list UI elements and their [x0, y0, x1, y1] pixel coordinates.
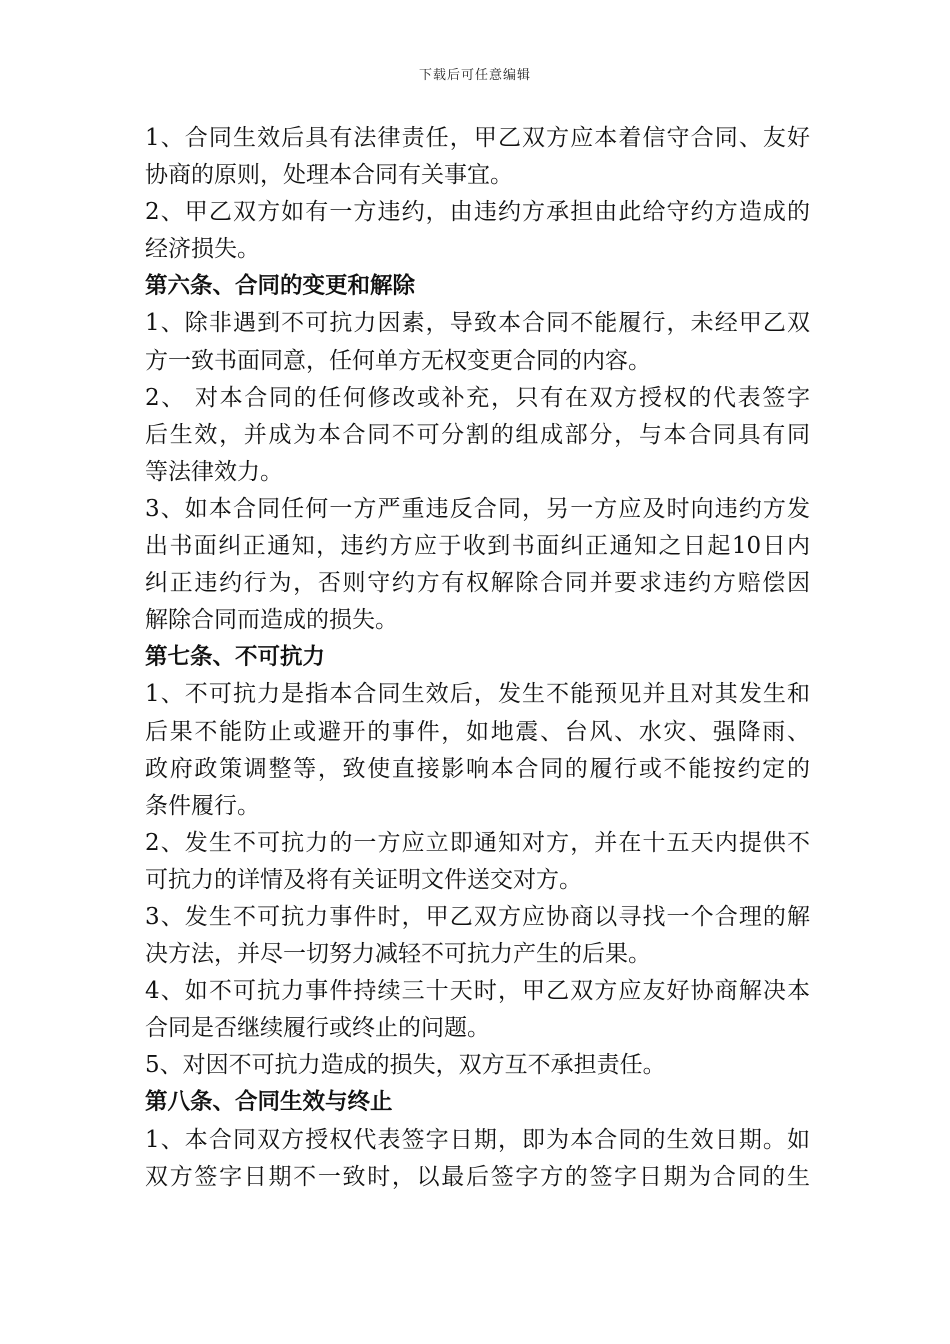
- text-line: 决方法，并尽一切努力减轻不可抗力产生的后果。: [145, 941, 651, 968]
- section-heading: 第七条、不可抗力: [145, 644, 326, 671]
- text-line: 4、如不可抗力事件持续三十天时，甲乙双方应友好协商解决本: [145, 978, 810, 1005]
- text-line: 双方签字日期不一致时，以最后签字方的签字日期为合同的生: [145, 1163, 810, 1190]
- text-line: 方一致书面同意，任何单方无权变更合同的内容。: [145, 347, 651, 374]
- text-line: 等法律效力。: [145, 458, 283, 485]
- section-heading: 第八条、合同生效与终止: [145, 1089, 393, 1116]
- text-line: 政府政策调整等，致使直接影响本合同的履行或不能按约定的: [145, 755, 810, 782]
- text-line: 纠正违约行为，否则守约方有权解除合同并要求违约方赔偿因: [145, 570, 810, 597]
- text-line: 出书面纠正通知，违约方应于收到书面纠正通知之日起10日内: [145, 533, 810, 560]
- text-line: 条件履行。: [145, 792, 260, 819]
- text-line: 后生效，并成为本合同不可分割的组成部分，与本合同具有同: [145, 421, 810, 448]
- text-line: 2、甲乙双方如有一方违约，由违约方承担由此给守约方造成的: [145, 199, 810, 226]
- text-line: 2、 对本合同的任何修改或补充，只有在双方授权的代表签字: [145, 384, 810, 411]
- text-line: 1、除非遇到不可抗力因素，导致本合同不能履行，未经甲乙双: [145, 310, 810, 337]
- text-line: 1、合同生效后具有法律责任，甲乙双方应本着信守合同、友好: [145, 125, 810, 151]
- text-line: 5、对因不可抗力造成的损失，双方互不承担责任。: [145, 1052, 666, 1079]
- text-line: 经济损失。: [145, 236, 260, 263]
- text-line: 协商的原则，处理本合同有关事宜。: [145, 162, 513, 189]
- section-heading: 第六条、合同的变更和解除: [145, 273, 416, 300]
- text-line: 1、本合同双方授权代表签字日期，即为本合同的生效日期。如: [145, 1126, 810, 1153]
- document-body: [145, 120, 810, 1196]
- text-line: 可抗力的详情及将有关证明文件送交对方。: [145, 866, 582, 893]
- text-line: 2、发生不可抗力的一方应立即通知对方，并在十五天内提供不: [145, 829, 810, 856]
- text-line: 3、如本合同任何一方严重违反合同，另一方应及时向违约方发: [145, 495, 810, 522]
- text-line: 解除合同而造成的损失。: [145, 607, 398, 634]
- text-line: 合同是否继续履行或终止的问题。: [145, 1015, 490, 1042]
- text-line: 后果不能防止或避开的事件，如地震、台风、水灾、强降雨、: [145, 718, 810, 745]
- page-header: 下载后可任意编辑: [418, 68, 531, 83]
- text-line: 1、不可抗力是指本合同生效后，发生不能预见并且对其发生和: [145, 681, 810, 708]
- text-line: 3、发生不可抗力事件时，甲乙双方应协商以寻找一个合理的解: [145, 903, 810, 930]
